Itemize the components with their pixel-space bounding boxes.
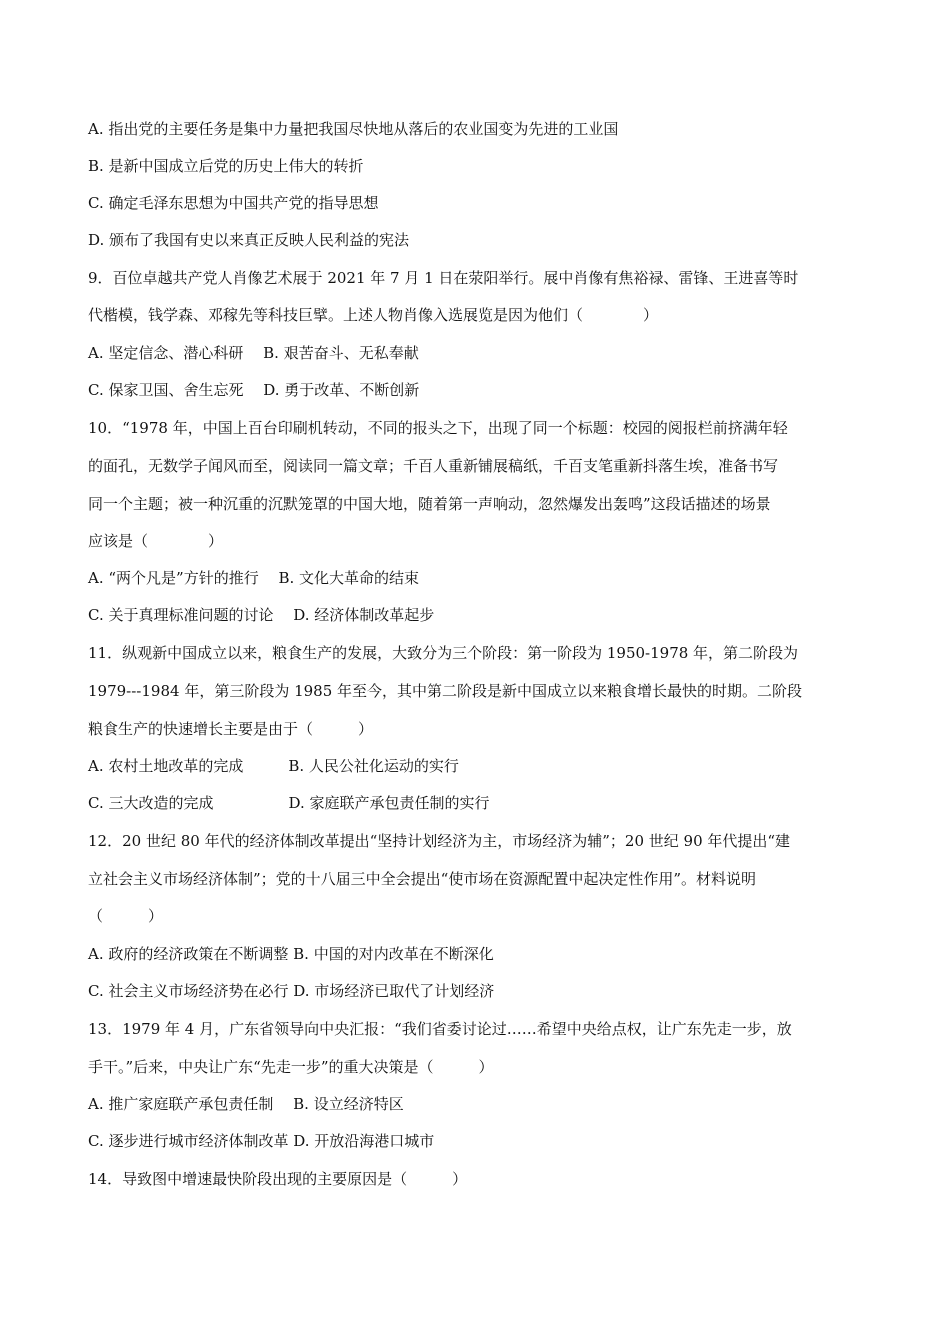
q12-stem-line-2: 立社会主义市场经济体制”；党的十八届三中全会提出“使市场在资源配置中起决定性作用”。材料说明 [88, 870, 757, 888]
q8-option-d: D. 颁布了我国有史以来真正反映人民利益的宪法 [88, 231, 410, 249]
q12-stem-line-3: （ ） [88, 907, 164, 925]
q8-option-a: A. 指出党的主要任务是集中力量把我国尽快地从落后的农业国变为先进的工业国 [88, 120, 619, 138]
q10-options-cd: C. 关于真理标准问题的讨论 D. 经济体制改革起步 [88, 606, 435, 624]
q13-options-cd: C. 逐步进行城市经济体制改革 D. 开放沿海港口城市 [88, 1132, 435, 1150]
q9-options-cd: C. 保家卫国、舍生忘死 D. 勇于改革、不断创新 [88, 381, 420, 399]
q10-options-ab: A. “两个凡是”方针的推行 B. 文化大革命的结束 [88, 569, 420, 587]
q10-stem-line-1: 10．“1978 年，中国上百台印刷机转动，不同的报头之下，出现了同一个标题：校园的阅报栏前挤满年轻 [88, 419, 788, 437]
q8-option-c: C. 确定毛泽东思想为中国共产党的指导思想 [88, 194, 379, 212]
q13-stem-line-2: 手干。”后来，中央让广东“先走一步”的重大决策是（ ） [88, 1058, 494, 1076]
q13-options-ab: A. 推广家庭联产承包责任制 B. 设立经济特区 [88, 1095, 404, 1113]
q14-stem-line-1: 14．导致图中增速最快阶段出现的主要原因是（ ） [88, 1170, 468, 1188]
q12-options-ab: A. 政府的经济政策在不断调整 B. 中国的对内改革在不断深化 [88, 945, 494, 963]
q9-options-ab: A. 坚定信念、潜心科研 B. 艰苦奋斗、无私奉献 [88, 344, 419, 362]
q9-stem-line-1: 9．百位卓越共产党人肖像艺术展于 2021 年 7 月 1 日在荥阳举行。展中肖像有焦裕禄、雷锋、王进喜等时 [88, 269, 799, 287]
q11-stem-line-2: 1979---1984 年，第三阶段为 1985 年至今，其中第二阶段是新中国成立以来粮食增长最快的时期。二阶段 [88, 682, 803, 700]
q11-options-cd: C. 三大改造的完成 D. 家庭联产承包责任制的实行 [88, 794, 490, 812]
q10-stem-line-4: 应该是（ ） [88, 532, 224, 550]
q12-stem-line-1: 12．20 世纪 80 年代的经济体制改革提出“坚持计划经济为主，市场经济为辅”；20 世纪 90 年代提出“建 [88, 832, 791, 850]
q10-stem-line-3: 同一个主题；被一种沉重的沉默笼罩的中国大地，随着第一声响动，忽然爆发出轰鸣”这段话描述的场景 [88, 495, 771, 513]
q12-options-cd: C. 社会主义市场经济势在必行 D. 市场经济已取代了计划经济 [88, 982, 495, 1000]
q10-stem-line-2: 的面孔，无数学子闻风而至，阅读同一篇文章；千百人重新铺展稿纸，千百支笔重新抖落生埃，准备书写 [88, 457, 779, 475]
q11-stem-line-1: 11．纵观新中国成立以来，粮食生产的发展，大致分为三个阶段：第一阶段为 1950-1978 年，第二阶段为 [88, 644, 799, 662]
q13-stem-line-1: 13．1979 年 4 月，广东省领导向中央汇报：“我们省委讨论过……希望中央给点权，让广东先走一步，放 [88, 1020, 792, 1038]
q9-stem-line-2: 代楷模，钱学森、邓稼先等科技巨擘。上述人物肖像入选展览是因为他们（ ） [88, 306, 659, 324]
q11-options-ab: A. 农村土地改革的完成 B. 人民公社化运动的实行 [88, 757, 459, 775]
q8-option-b: B. 是新中国成立后党的历史上伟大的转折 [88, 157, 364, 175]
q11-stem-line-3: 粮食生产的快速增长主要是由于（ ） [88, 720, 374, 738]
